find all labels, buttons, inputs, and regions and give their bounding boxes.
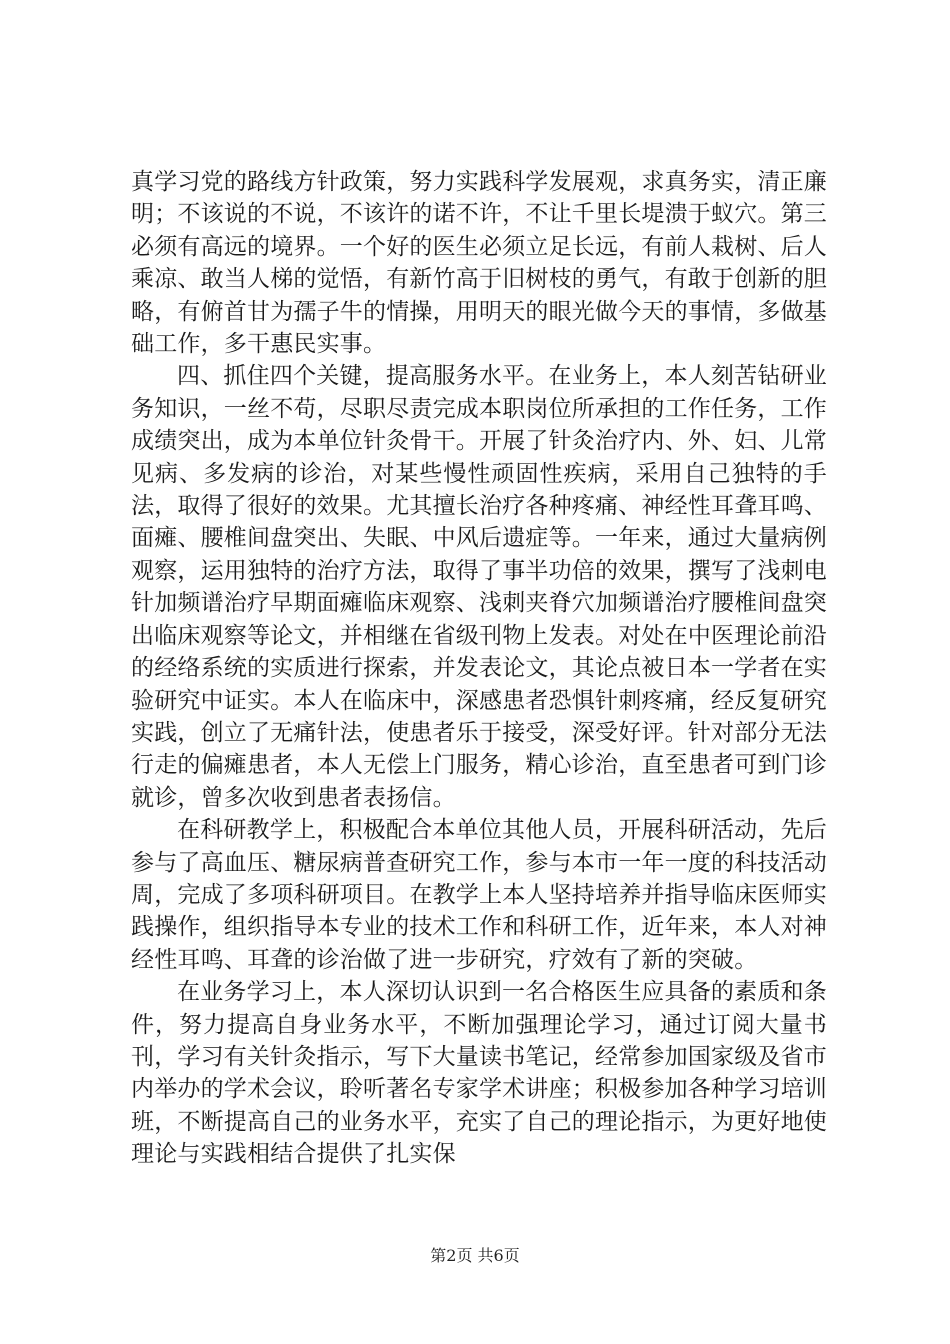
page-footer: 第2页 共6页: [430, 1246, 520, 1265]
paragraph-continuation: 真学习党的路线方针政策，努力实践科学发展观，求真务实，清正廉明；不该说的不说，不该许的诺不许，不让千里长堤溃于蚁穴。第三必须有高远的境界。一个好的医生必须立足长远，有前人栽树、后人乘凉、敢当人梯的觉悟，有新竹高于旧树枝的勇气，有敢于创新的胆略，有俯首甘为孺子牛的情操，用明天的眼光做今天的事情，多做基础工作，多干惠民实事。: [131, 169, 827, 358]
paragraph-professional-study: 在业务学习上，本人深切认识到一名合格医生应具备的素质和条件，努力提高自身业务水平，不断加强理论学习，通过订阅大量书刊，学习有关针灸指示，写下大量读书笔记，经常参加国家级及省市内举办的学术会议，聆听著名专家学术讲座；积极参加各种学习培训班，不断提高自己的业务水平，充实了自己的理论指示，为更好地使理论与实践相结合提供了扎实保: [131, 979, 827, 1168]
paragraph-service-level: 四、抓住四个关键，提高服务水平。在业务上，本人刻苦钻研业务知识，一丝不苟，尽职尽责完成本职岗位所承担的工作任务，工作成绩突出，成为本单位针灸骨干。开展了针灸治疗内、外、妇、儿常见病、多发病的诊治，对某些慢性顽固性疾病，采用自己独特的手法，取得了很好的效果。尤其擅长治疗各种疼痛、神经性耳聋耳鸣、面瘫、腰椎间盘突出、失眠、中风后遗症等。一年来，通过大量病例观察，运用独特的治疗方法，取得了事半功倍的效果，撰写了浅刺电针加频谱治疗早期面瘫临床观察、浅刺夹脊穴加频谱治疗腰椎间盘突出临床观察等论文，并相继在省级刊物上发表。对处在中医理论前沿的经络系统的实质进行探索，并发表论文，其论点被日本一学者在实验研究中证实。本人在临床中，深感患者恐惧针刺疼痛，经反复研究实践，创立了无痛针法，使患者乐于接受，深受好评。针对部分无法行走的偏瘫患者，本人无偿上门服务，精心诊治，直至患者可到门诊就诊，曾多次收到患者表扬信。: [131, 363, 827, 811]
paragraph-research-teaching: 在科研教学上，积极配合本单位其他人员，开展科研活动，先后参与了高血压、糖尿病普查研究工作，参与本市一年一度的科技活动周，完成了多项科研项目。在教学上本人坚持培养并指导临床医师实践操作，组织指导本专业的技术工作和科研工作，近年来，本人对神经性耳鸣、耳聋的诊治做了进一步研究，疗效有了新的突破。: [131, 817, 827, 973]
document-body: [131, 166, 827, 1171]
